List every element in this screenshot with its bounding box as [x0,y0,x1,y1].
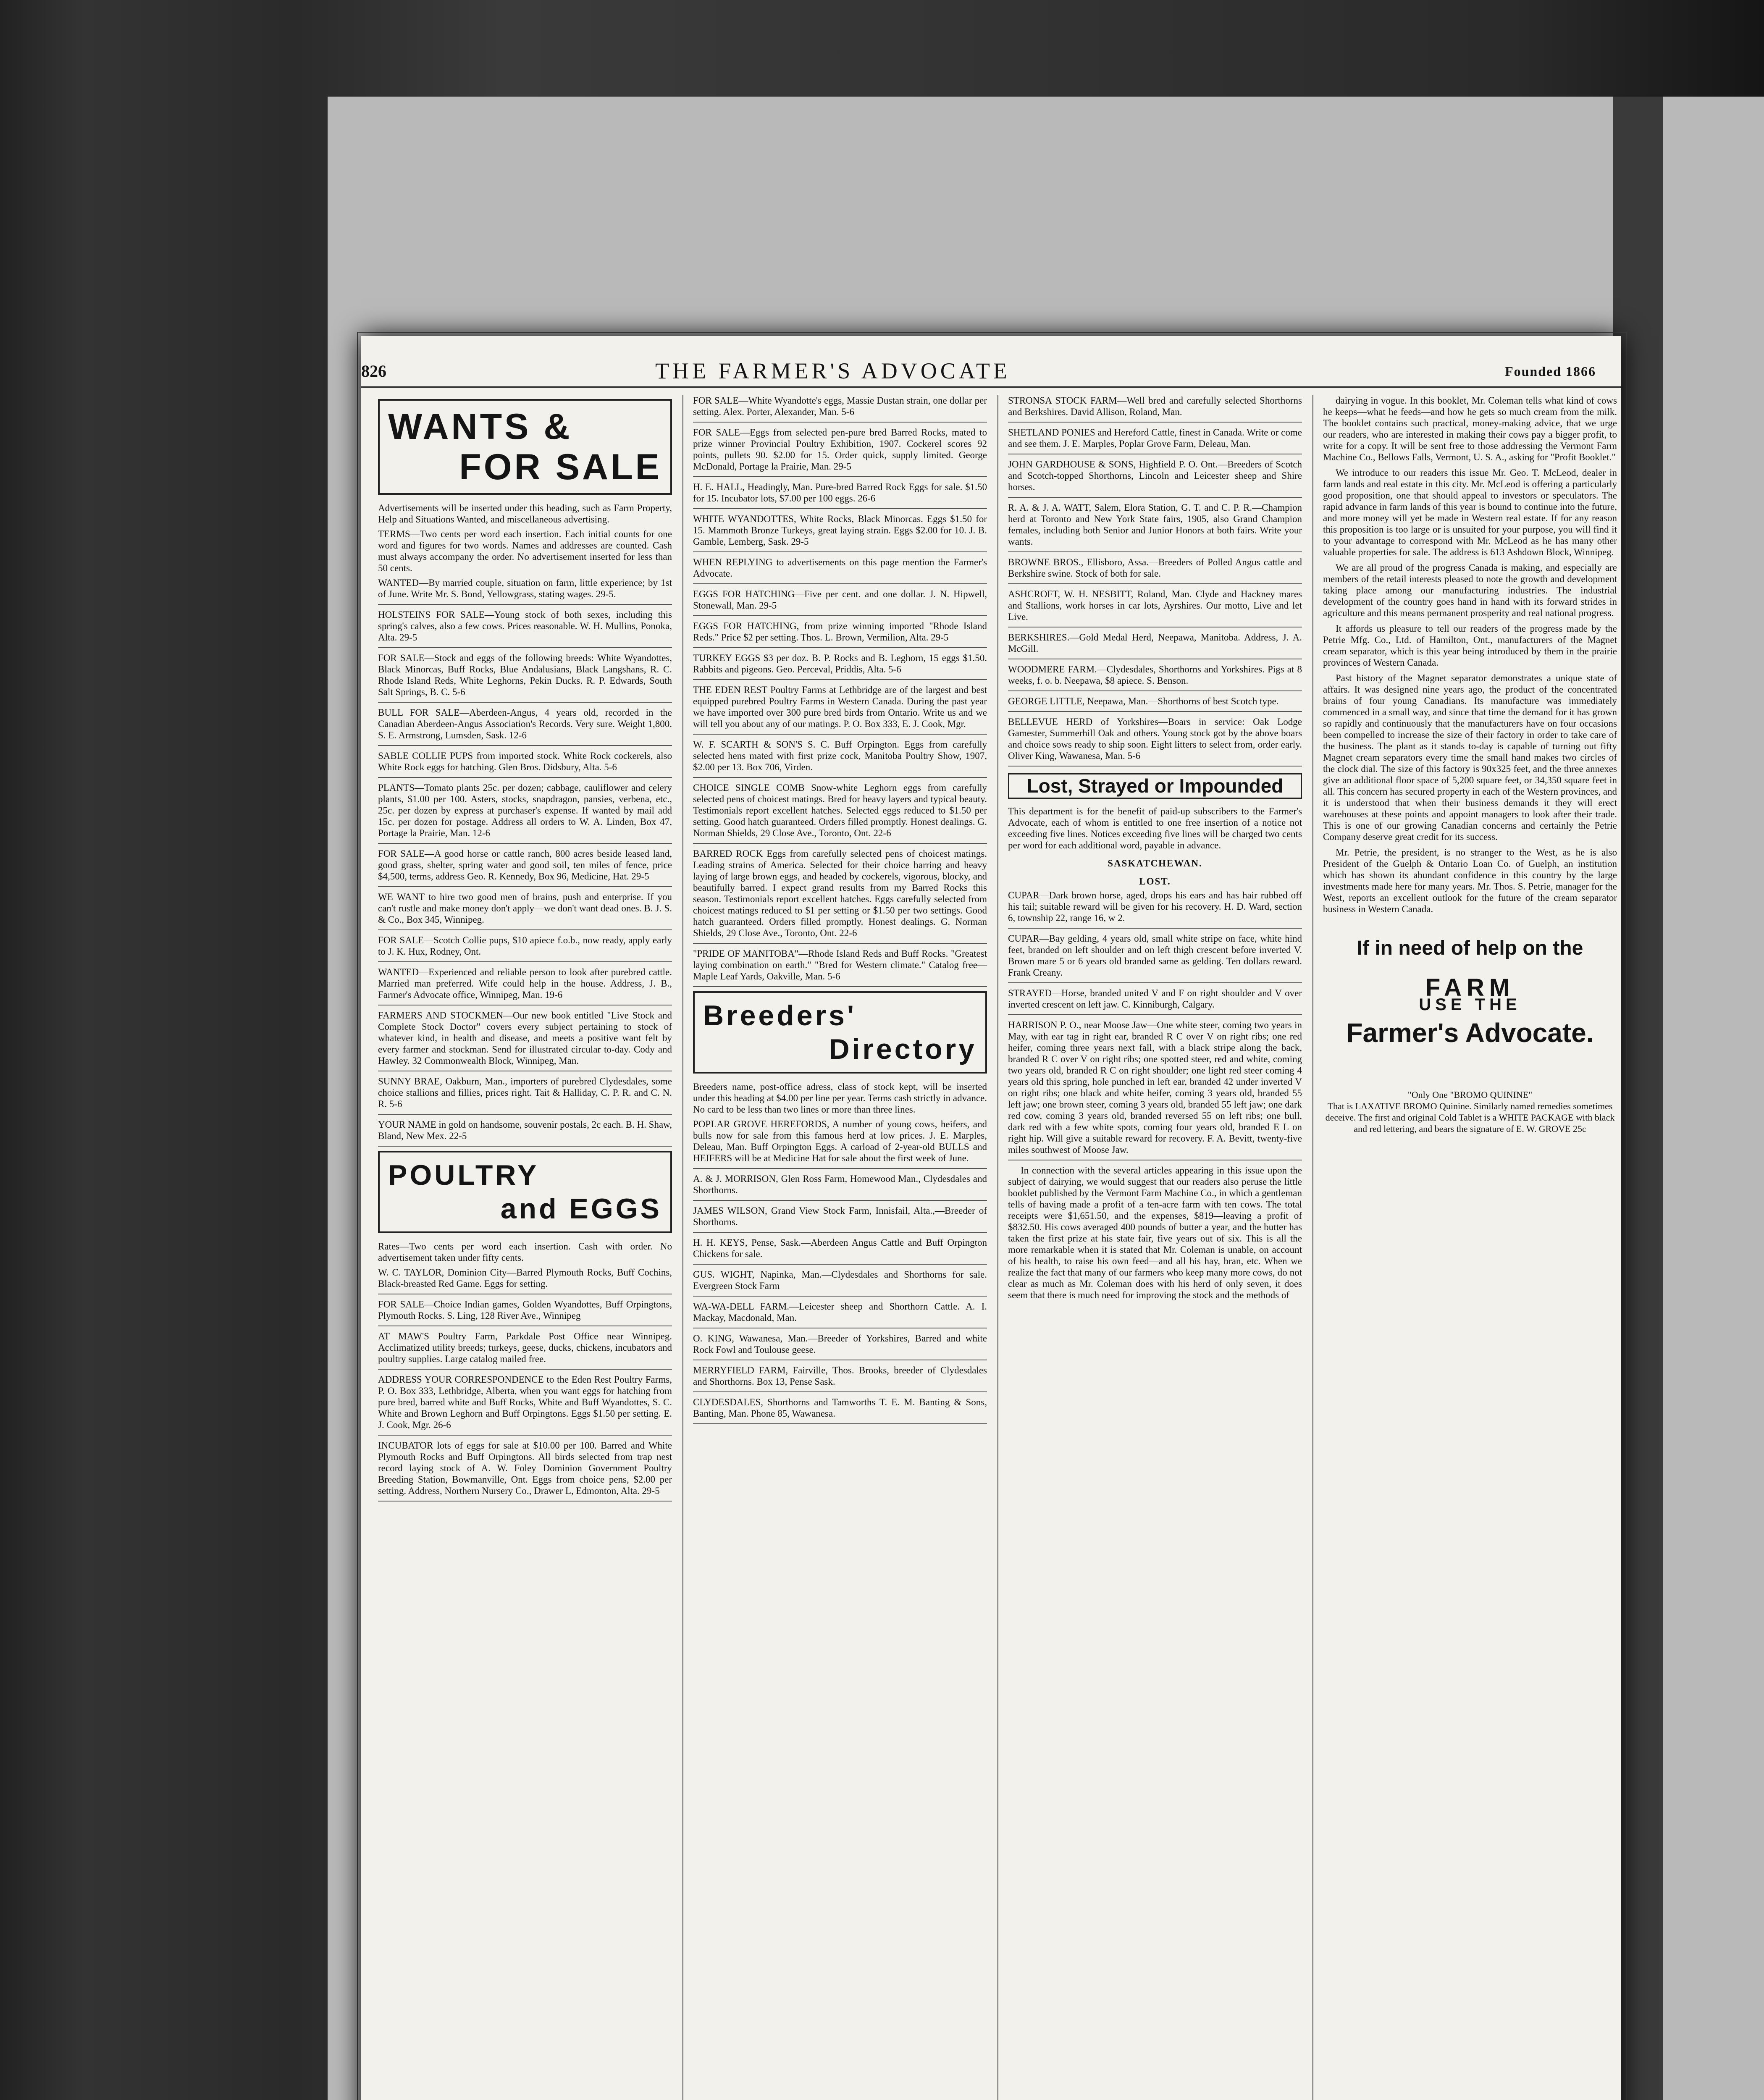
lost-notice: CUPAR—Dark brown horse, aged, drops his ears and has hair rubbed off his tail; suitable reward will be given for his recovery. H. D. Ward, section 6, township 22, range 16, w 2. [1008,890,1302,929]
page-number: 826 [361,362,386,381]
bromo-quinine-ad [1323,1089,1617,1134]
classified-ad: WANTED—Experienced and reliable person to look after purebred cattle. Married man preferred. Wife could help in the house. Address, J. B., Farmer's Advocate office, Winnipeg, Man. 19-6 [378,966,672,1005]
poultry-ad: TURKEY EGGS $3 per doz. B. P. Rocks and B. Leghorn, 15 eggs $1.50. Rabbits and pigeons. Geo. Perceval, Priddis, Alta. 5-6 [693,652,987,680]
column-3 [1008,395,1302,1305]
breeder-listing: CLYDESDALES, Shorthorns and Tamworths T. E. M. Banting & Sons, Banting, Man. Phone 85, Wawanesa. [693,1396,987,1424]
article-paragraph: In connection with the several articles appearing in this issue upon the subject of dairying, we would suggest that our readers also peruse the little booklet published by the Vermont Farm Machine Co., in which a gentleman tells of having made a profit of a ten-acre farm with ten cows. The total receipts were $1,651.50, and the expenses, $819—leaving a profit of $832.50. His cows averaged 400 pounds of butter a year, and the butter has taken the first prize at his state fair, five years out of six. This is all the more remarkable when it is stated that Mr. Coleman is unable, on account of his health, to raise his own feed—and all his hay, bran, etc. When we realize the fact that many of our farmers who keep many more cows, do not clear as much as Mr. Coleman does with his herd of only seven, it does seem that there is much need for improving the stock and the methods of [1008,1165,1302,1300]
poultry-ad: FOR SALE—White Wyandotte's eggs, Massie Dustan strain, one dollar per setting. Alex. Porter, Alexander, Man. 5-6 [693,395,987,423]
reply-notice: WHEN REPLYING to advertisements on this page mention the Farmer's Advocate. [693,556,987,584]
article-paragraph: We introduce to our readers this issue Mr. Geo. T. McLeod, dealer in farm lands and real estate in this city. Mr. McLeod is offering a particularly good proposition, one that should appeal to investors or speculators. The rapid advance in farm lands of this year is bound to continue into the future, and more money will yet be made in Western real estate. If for any reason this proposition is too large or is unsuited for your purpose, you will find it to your advantage to correspond with Mr. McLeod as he has many other valuable properties for sale. The address is 613 Ashdown Block, Winnipeg. [1323,467,1617,557]
heading-line: FOR SALE [459,447,662,487]
classified-ad: FARMERS AND STOCKMEN—Our new book entitled "Live Stock and Complete Stock Doctor" covers every subject pertaining to stock of whatever kind, in health and disease, and meets a positive want felt by every farmer and stockman. Send for illustrated circular to-day. Cody and Hawley. 32 Commonwealth Block, Winnipeg, Man. [378,1010,672,1071]
poultry-ad: EGGS FOR HATCHING—Five per cent. and one dollar. J. N. Hipwell, Stonewall, Man. 29-5 [693,588,987,616]
breeder-listing: BERKSHIRES.—Gold Medal Herd, Neepawa, Manitoba. Address, J. A. McGill. [1008,632,1302,659]
classified-ad: FOR SALE—A good horse or cattle ranch, 800 acres beside leased land, good grass, shelter, spring water and good soil, ten miles of fence, price $4,500, terms, address Geo. R. Kennedy, Box 96, Medicine, Hat. 29-5 [378,848,672,887]
classified-ad: BULL FOR SALE—Aberdeen-Angus, 4 years old, recorded in the Canadian Aberdeen-Angus Association's Records. Very sure. Weight 1,800. S. E. Armstrong, Lumsden, Sask. 12-6 [378,707,672,746]
poultry-ad: THE EDEN REST Poultry Farms at Lethbridge are of the largest and best equipped purebred Poultry Farms in Western Canada. During the past year we have imported over 300 pure bred birds from Ontario. Write us and we will tell you about any of our matings. P. O. Box 333, E. J. Cook, Mgr. [693,684,987,735]
breeder-listing: R. A. & J. A. WATT, Salem, Elora Station, G. T. and C. P. R.—Champion herd at Toronto and New York State fairs, 1905, also Grand Champion females, including both Senior and Junior Honors at both fairs. Write your wants. [1008,502,1302,552]
lost-intro: This department is for the benefit of paid-up subscribers to the Farmer's Advocate, each of whom is entitled to one free insertion of a notice not exceeding five lines. Notices exceeding five lines will be charged two cents per word for each additional word, payable in advance. [1008,806,1302,850]
breeder-listing: BELLEVUE HERD of Yorkshires—Boars in service: Oak Lodge Gamester, Summerhill Oak and others. Young stock got by the above boars and choice sows ready to ship soon. Eight litters to select from, order early. Oliver King, Wawanesa, Man. 5-6 [1008,716,1302,766]
breeder-listing: ASHCROFT, W. H. NESBITT, Roland, Man. Clyde and Hackney mares and Stallions, work horses in car lots, Ayrshires. Our motto, Live and let Live. [1008,588,1302,627]
classified-ad: SUNNY BRAE, Oakburn, Man., importers of purebred Clydesdales, some choice stallions and fillies, prices right. Tait & Halliday, C. P. R. and C. N. R. 5-6 [378,1076,672,1115]
classified-ad: HOLSTEINS FOR SALE—Young stock of both sexes, including this spring's calves, also a few cows. Prices reasonable. W. H. Mullins, Ponoka, Alta. 29-5 [378,609,672,648]
breeder-listing: STRONSA STOCK FARM—Well bred and carefully selected Shorthorns and Berkshires. David Allison, Roland, Man. [1008,395,1302,423]
article-paragraph: dairying in vogue. In this booklet, Mr. Coleman tells what kind of cows he keeps—what he feeds—and how he gets so much cream from the milk. The booklet contains such practical, money-making advice, that we urge our readers, who are interested in making their cows pay a bigger profit, to write for a copy. It will be sent free to those addressing the Vermont Farm Machine Co., Bellows Falls, Vermont, U. S. A., asking for "Profit Booklet." [1323,395,1617,462]
lost-notice: HARRISON P. O., near Moose Jaw—One white steer, coming two years in May, with ear tag in right ear, branded R C over V on right ribs; one red heifer, coming three years next fall, with a black stripe along the back, branded R C over V on right ribs; one spotted steer, red and white, coming two years old, branded R C on right shoulder; one light red steer coming 4 years old this spring, hole punched in left ear, branded 42 under inverted V on right ribs; one black and white heifer, coming 3 years old, branded 55 left jaw; one brown steer, coming 3 years old, branded 55 left jaw; one dark red cow, coming 3 years old, branded reversed 55 on left ribs; one bull, dark red with a few white spots, coming four years old, branded E L on right hip. Will give a suitable reward for recovery. F. A. Bevitt, twenty-five miles southwest of Moose Jaw. [1008,1019,1302,1160]
poultry-ad: W. F. SCARTH & SON'S S. C. Buff Orpington. Eggs from carefully selected hens mated with first prize cock, Manitoba Poultry Show, 1907, $2.00 per 13. Box 706, Virden. [693,739,987,778]
breeder-listing: JAMES WILSON, Grand View Stock Farm, Innisfail, Alta.,—Breeder of Shorthorns. [693,1205,987,1233]
classified-ad: WANTED—By married couple, situation on farm, little experience; by 1st of June. Write Mr. S. Bond, Yellowgrass, stating wages. 29-5. [378,577,672,605]
promo-line: If in need of help on the [1357,937,1583,959]
breeder-listing: MERRYFIELD FARM, Fairville, Thos. Brooks, breeder of Clydesdales and Shorthorns. Box 13, Pense Sask. [693,1365,987,1392]
heading-line: POULTRY [388,1159,539,1191]
quinine-text: That is LAXATIVE BROMO Quinine. Similarly named remedies sometimes deceive. The first and original Cold Tablet is a WHITE PACKAGE with black and red lettering, and bears the signature of E. W. GROVE 25c [1325,1101,1615,1134]
column-2 [693,395,987,1428]
classified-ad: WE WANT to hire two good men of brains, push and enterprise. If you can't rustle and make money don't apply—we don't want dead ones. B. J. S. & Co., Box 345, Winnipeg. [378,891,672,930]
classified-ad: FOR SALE—Scotch Collie pups, $10 apiece f.o.b., now ready, apply early to J. K. Hux, Rodney, Ont. [378,934,672,962]
classified-ad: FOR SALE—Stock and eggs of the following breeds: White Wyandottes, Black Minorcas, Buff Rocks, Blue Andalusians, Black Langshans, R. C. Rhode Island Reds, White Leghorns, Pekin Ducks. R. P. Edwards, South Salt Springs, B. C. 5-6 [378,652,672,703]
page-header [361,336,1621,388]
breeder-listing: BROWNE BROS., Ellisboro, Assa.—Breeders of Polled Angus cattle and Berkshire swine. Stock of both for sale. [1008,556,1302,584]
breeder-listing: SHETLAND PONIES and Hereford Cattle, finest in Canada. Write or come and see them. J. E. Marples, Poplar Grove Farm, Deleau, Man. [1008,427,1302,454]
section-intro: Advertisements will be inserted under this heading, such as Farm Property, Help and Situations Wanted, and miscellaneous advertising. [378,503,672,525]
column-4 [1323,395,1617,1134]
newspaper-page [361,336,1621,2100]
quinine-title: "Only One "BROMO QUININE" [1407,1089,1533,1100]
poultry-ad: H. E. HALL, Headingly, Man. Pure-bred Barred Rock Eggs for sale. $1.50 for 15. Incubator lots, $7.00 per 100 eggs. 26-6 [693,481,987,509]
poultry-ad: BARRED ROCK Eggs from carefully selected pens of choicest matings. Leading strains of America. Selected for their choice barring and heavy laying of large brown eggs, and headed by cockerels, vigorous, blocky, and beautifully barred. I expect grand results from my Barred Rocks this season. Testimonials report excellent hatches. Eggs carefully selected from choicest matings reduced to $1 per setting or $1.50 per two settings. Good hatch guaranteed. Orders filled promptly. Honest dealings. G. Norman Shields, 29 Close Ave., Toronto, Ont. 22-6 [693,848,987,944]
promo-line: Farmer's Advocate. [1346,1018,1594,1048]
heading-line: and EGGS [500,1193,662,1225]
breeder-listing: O. KING, Wawanesa, Man.—Breeder of Yorkshires, Barred and white Rock Fowl and Toulouse geese. [693,1333,987,1360]
classified-ad: PLANTS—Tomato plants 25c. per dozen; cabbage, cauliflower and celery plants, $1.00 per 100. Asters, stocks, snapdragon, pansies, verbena, etc., 25c. per dozen by express at purchaser's expense. If wanted by mail add 15c. per dozen for postage. Address all orders to W. A. Linden, Box 47, Portage la Prairie, Man. 12-6 [378,782,672,844]
poultry-ad: AT MAW'S Poultry Farm, Parkdale Post Office near Winnipeg. Acclimatized utility breeds; turkeys, geese, ducks, chickens, incubators and poultry supplies. Large catalog mailed free. [378,1331,672,1370]
poultry-ad: EGGS FOR HATCHING, from prize winning imported "Rhode Island Reds." Price $2 per setting. Thos. L. Brown, Vermilion, Alta. 29-5 [693,620,987,648]
lost-notice: STRAYED—Horse, branded united V and F on right shoulder and V over inverted crescent on left jaw. C. Kinniburgh, Calgary. [1008,987,1302,1015]
article-paragraph: It affords us pleasure to tell our readers of the progress made by the Petrie Mfg. Co., Ltd. of Hamilton, Ont., manufacturers of the Magnet cream separator, which is this year being introduced by them in the prairie provinces of Western Canada. [1323,623,1617,668]
breeder-listing: GUS. WIGHT, Napinka, Man.—Clydesdales and Shorthorns for sale. Evergreen Stock Farm [693,1269,987,1297]
promo-line: FARM [1425,974,1515,1001]
heading-line: Breeders' [703,1000,857,1032]
section-terms: TERMS—Two cents per word each insertion. Each initial counts for one word and figures for two words. Names and addresses are counted. Cash must always accompany the order. No advertisement inserted for less than 50 cents. [378,529,672,573]
poultry-ad: WHITE WYANDOTTES, White Rocks, Black Minorcas. Eggs $1.50 for 15. Mammoth Bronze Turkeys, great laying strain. Eggs $2.00 for 10. J. B. Gamble, Lemberg, Sask. 29-5 [693,513,987,552]
article-paragraph: Past history of the Magnet separator demonstrates a unique state of affairs. It was designed nine years ago, the product of the concentrated brains of four young Canadians. Its manufacture was immediately commenced in a small way, and since that time the demand for it has grown so rapidly and continuously that the manufacturers have on four occasions been compelled to increase the size of their factory in order to take care of the business. The plant as it stands to-day is capable of turning out fifty Magnet cream separators every time the small hand makes two circles of the clock dial. The size of this factory is 90x325 feet, and the three annexes give an additional floor space of 5,200 square feet, or 34,350 square feet in all. This concern has secured property in each of the Western provinces, and it is understood that when their business demands it they will erect warehouses at these points and appoint managers to look after their trade. This is one of our growing Canadian concerns and certainly the Petrie Company deserve great credit for its success. [1323,673,1617,842]
classified-ad: SABLE COLLIE PUPS from imported stock. White Rock cockerels, also White Rock eggs for hatching. Glen Bros. Didsbury, Alta. 5-6 [378,750,672,778]
article-paragraph: We are all proud of the progress Canada is making, and especially are members of the retail interests pleased to note the growth and development taking place among our manufacturing industries. The industrial development of the country goes hand in hand with its forward strides in agriculture and this means permanent prosperity and real national progress. [1323,562,1617,618]
column-1 [378,395,672,1506]
poultry-ad: FOR SALE—Eggs from selected pen-pure bred Barred Rocks, mated to prize winner Provincial Poultry Exhibition, 1907. Cockerel scores 92 points, pullets 90. $2.00 for 15. Order quick, supply limited. George McDonald, Portage la Prairie, Man. 29-5 [693,427,987,477]
poultry-ad: W. C. TAYLOR, Dominion City—Barred Plymouth Rocks, Buff Cochins, Black-breasted Red Game. Eggs for setting. [378,1267,672,1294]
poultry-ad: CHOICE SINGLE COMB Snow-white Leghorn eggs from carefully selected pens of choicest matings. Bred for heavy layers and typical beauty. Testimonials report excellent hatches. Selected eggs reduced to $1.50 per setting. Good hatch guaranteed. Orders filled promptly. Honest dealings. G. Norman Shields, 29 Close Ave., Toronto, Ont. 22-6 [693,782,987,844]
lost-label: LOST. [1139,876,1171,887]
heading-line: WANTS & [388,407,572,447]
founded-note: Founded 1866 [1505,364,1596,379]
article-paragraph: Mr. Petrie, the president, is no stranger to the West, as he is also President of the Guelph & Ontario Loan Co. of Guelph, an institution which has shown its abundant confidence in this country by the large investments made here for many years. Mr. Thos. S. Petrie, manager for the West, reports an excellent outlook for the future of the cream separator business in Western Canada. [1323,847,1617,914]
breeder-listing: JOHN GARDHOUSE & SONS, Highfield P. O. Ont.—Breeders of Scotch and Scotch-topped Shorthorns, Lincoln and Leicester sheep and Shire horses. [1008,459,1302,498]
breeder-listing: WOODMERE FARM.—Clydesdales, Shorthorns and Yorkshires. Pigs at 8 weeks, f. o. b. Neepawa, $8 apiece. S. Benson. [1008,664,1302,691]
farmers-advocate-promo [1323,936,1617,1048]
breeder-listing: H. H. KEYS, Pense, Sask.—Aberdeen Angus Cattle and Buff Orpington Chickens for sale. [693,1237,987,1265]
promo-line: USE THE [1419,995,1521,1014]
poultry-eggs-heading [378,1151,672,1233]
poultry-ad: "PRIDE OF MANITOBA"—Rhode Island Reds and Buff Rocks. "Greatest laying combination on earth." "Bred for Western climate." Catalog free—Maple Leaf Yards, Oakville, Man. 5-6 [693,948,987,987]
poultry-rates: Rates—Two cents per word each insertion. Cash with order. No advertisement taken under fifty cents. [378,1241,672,1263]
poultry-ad: INCUBATOR lots of eggs for sale at $10.00 per 100. Barred and White Plymouth Rocks and Buff Orpingtons. All birds selected from trap nest record laying stock of A. W. Foley Dominion Government Poultry Breeding Station, Bowmanville, Ont. Eggs from choice pens, $2.00 per setting. Address, Northern Nursery Co., Drawer L, Edmonton, Alta. 29-5 [378,1440,672,1502]
poultry-ad: ADDRESS YOUR CORRESPONDENCE to the Eden Rest Poultry Farms, P. O. Box 333, Lethbridge, Alberta, when you want eggs for hatching from pure bred, barred white and Buff Rocks, White and Buff Wyandottes, S. C. White and Brown Leghorn and Buff Orpingtons. Eggs $1.50 per setting. E. J. Cook, Mgr. 26-6 [378,1374,672,1436]
breeder-listing: A. & J. MORRISON, Glen Ross Farm, Homewood Man., Clydesdales and Shorthorns. [693,1173,987,1201]
column-rule [682,395,683,2100]
lost-notice: CUPAR—Bay gelding, 4 years old, small white stripe on face, white hind feet, branded on left shoulder and on left thigh crescent before inverted V. Brown mare 5 or 6 years old branded same as gelding. Ten dollars reward. Frank Creany. [1008,933,1302,983]
page-title: THE FARMER'S ADVOCATE [655,358,1011,383]
column-rule [1312,395,1313,2100]
wants-for-sale-heading [378,399,672,495]
lost-strayed-heading: Lost, Strayed or Impounded [1008,773,1302,799]
heading-line: Directory [829,1033,977,1065]
province-heading: SASKATCHEWAN. [1108,858,1202,869]
breeder-listing: WA-WA-DELL FARM.—Leicester sheep and Shorthorn Cattle. A. I. Mackay, Macdonald, Man. [693,1301,987,1328]
breeders-directory-heading [693,991,987,1074]
poultry-ad: FOR SALE—Choice Indian games, Golden Wyandottes, Buff Orpingtons, Plymouth Rocks. S. Ling, 128 River Ave., Winnipeg [378,1299,672,1326]
breeder-listing: POPLAR GROVE HEREFORDS, A number of young cows, heifers, and bulls now for sale from this famous herd at low prices. J. E. Marples, Deleau, Man. Buff Orpington Eggs. A carload of 2-year-old BULLS and HEIFERS will be at Medicine Hat for sale about the first week of June. [693,1118,987,1169]
breeders-intro: Breeders name, post-office adress, class of stock kept, will be inserted under this heading at $4.00 per line per year. Terms cash strictly in advance. No card to be less than two lines or more than three lines. [693,1082,987,1115]
breeder-listing: GEORGE LITTLE, Neepawa, Man.—Shorthorns of best Scotch type. [1008,696,1302,712]
classified-ad: YOUR NAME in gold on handsome, souvenir postals, 2c each. B. H. Shaw, Bland, New Mex. 22-5 [378,1119,672,1147]
